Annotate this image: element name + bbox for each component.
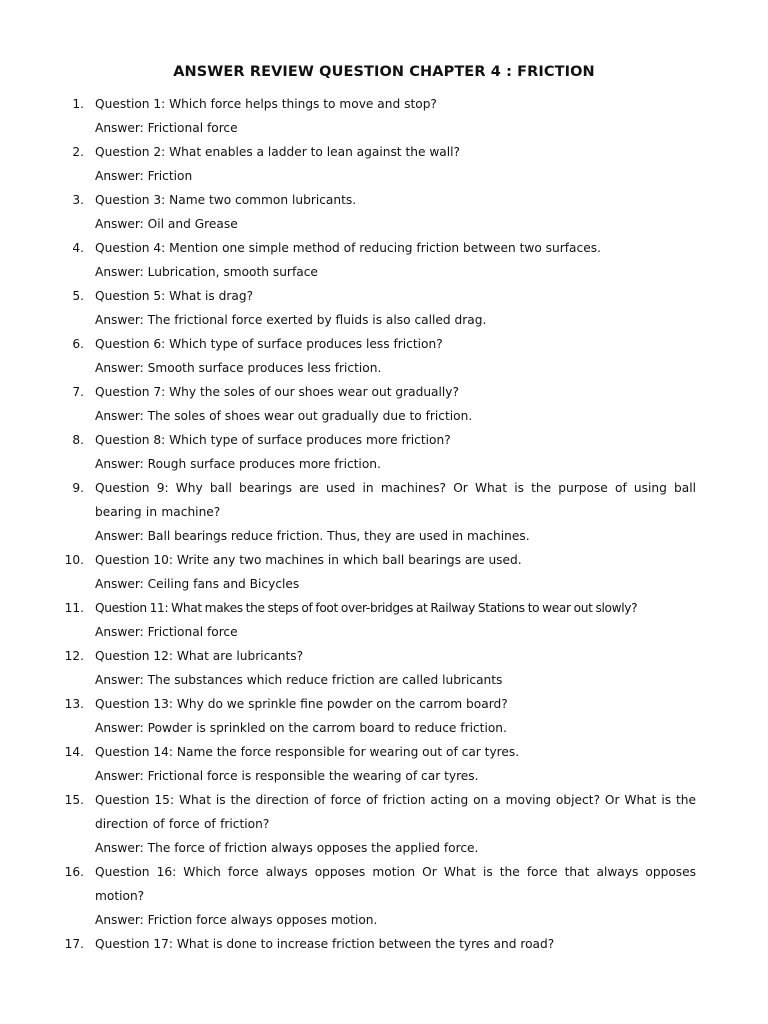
item-number: 14. <box>64 745 84 759</box>
answer-text: Answer: Ceiling fans and Bicycles <box>95 577 300 591</box>
answer-text: Answer: The substances which reduce friction are called lubricants <box>95 673 503 687</box>
answer-text: Answer: Lubrication, smooth surface <box>95 265 318 279</box>
item-number: 3. <box>72 193 84 207</box>
answer-text: Answer: Rough surface produces more friction. <box>95 457 381 471</box>
question-text: Question 13: Why do we sprinkle fine powder on the carrom board? <box>95 697 508 711</box>
question-text: Question 6: Which type of surface produces less friction? <box>95 337 443 351</box>
list-item <box>60 644 696 692</box>
answer-text: Answer: Ball bearings reduce friction. Thus, they are used in machines. <box>95 529 530 543</box>
item-number: 8. <box>72 433 84 447</box>
item-number: 15. <box>64 793 84 807</box>
answer-text: Answer: Powder is sprinkled on the carrom board to reduce friction. <box>95 721 507 735</box>
list-item <box>60 92 696 140</box>
list-item <box>60 788 696 860</box>
list-item <box>60 740 696 788</box>
list-item <box>60 428 696 476</box>
answer-text: Answer: Frictional force <box>95 121 238 135</box>
question-text: Question 5: What is drag? <box>95 289 254 303</box>
question-text: Question 8: Which type of surface produces more friction? <box>95 433 451 447</box>
item-number: 9. <box>72 481 84 495</box>
list-item <box>60 380 696 428</box>
question-text: Question 9: Why ball bearings are used in machines? Or What is the purpose of using ball bearing in machine? <box>95 481 696 519</box>
list-item <box>60 284 696 332</box>
item-number: 13. <box>64 697 84 711</box>
item-number: 16. <box>64 865 84 879</box>
answer-text: Answer: Frictional force <box>95 625 238 639</box>
item-number: 11. <box>64 601 84 615</box>
item-number: 17. <box>64 937 84 951</box>
answer-text: Answer: The force of friction always opposes the applied force. <box>95 841 479 855</box>
question-text: Question 10: Write any two machines in which ball bearings are used. <box>95 553 522 567</box>
item-number: 12. <box>64 649 84 663</box>
answer-text: Answer: Oil and Grease <box>95 217 238 231</box>
list-item <box>60 860 696 932</box>
question-text: Question 14: Name the force responsible for wearing out of car tyres. <box>95 745 520 759</box>
answer-text: Answer: Friction <box>95 169 193 183</box>
page-title: ANSWER REVIEW QUESTION CHAPTER 4 : FRICTION <box>173 64 595 80</box>
question-text: Question 11: What makes the steps of foot over-bridges at Railway Stations to wear out slowly? <box>95 601 638 615</box>
question-text: Question 4: Mention one simple method of reducing friction between two surfaces. <box>95 241 601 255</box>
list-item <box>60 236 696 284</box>
list-item <box>60 548 696 596</box>
question-text: Question 17: What is done to increase friction between the tyres and road? <box>95 937 555 951</box>
list-item <box>60 476 696 548</box>
question-answer-list <box>60 92 696 956</box>
question-text: Question 7: Why the soles of our shoes wear out gradually? <box>95 385 459 399</box>
list-item <box>60 332 696 380</box>
list-item <box>60 932 696 956</box>
answer-text: Answer: Frictional force is responsible the wearing of car tyres. <box>95 769 479 783</box>
question-text: Question 3: Name two common lubricants. <box>95 193 357 207</box>
list-item <box>60 188 696 236</box>
list-item <box>60 140 696 188</box>
question-text: Question 15: What is the direction of force of friction acting on a moving object? Or What is the direction of force of friction? <box>95 793 696 831</box>
item-number: 5. <box>72 289 84 303</box>
item-number: 2. <box>72 145 84 159</box>
question-text: Question 2: What enables a ladder to lean against the wall? <box>95 145 461 159</box>
answer-text: Answer: The frictional force exerted by fluids is also called drag. <box>95 313 487 327</box>
item-number: 6. <box>72 337 84 351</box>
question-text: Question 16: Which force always opposes motion Or What is the force that always opposes motion? <box>95 865 696 903</box>
item-number: 4. <box>72 241 84 255</box>
item-number: 7. <box>72 385 84 399</box>
answer-text: Answer: Friction force always opposes motion. <box>95 913 378 927</box>
question-text: Question 1: Which force helps things to move and stop? <box>95 97 437 111</box>
answer-text: Answer: The soles of shoes wear out gradually due to friction. <box>95 409 473 423</box>
item-number: 1. <box>72 97 84 111</box>
answer-text: Answer: Smooth surface produces less friction. <box>95 361 382 375</box>
list-item <box>60 692 696 740</box>
question-text: Question 12: What are lubricants? <box>95 649 304 663</box>
list-item <box>60 596 696 644</box>
item-number: 10. <box>64 553 84 567</box>
